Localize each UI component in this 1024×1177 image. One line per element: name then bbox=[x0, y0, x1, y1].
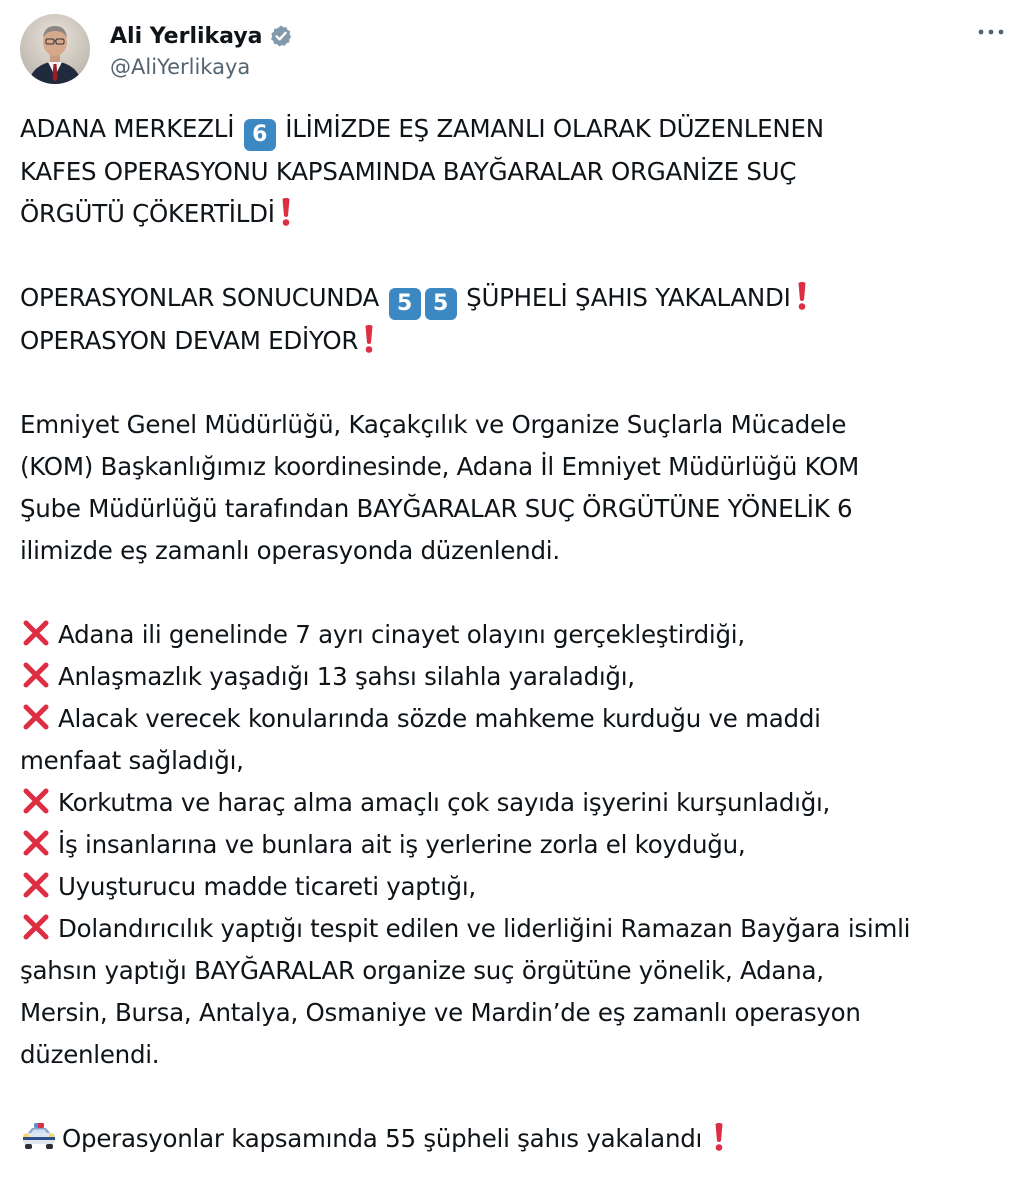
text-segment: İLİMİZDE EŞ ZAMANLI OLARAK DÜZENLENEN bbox=[285, 114, 824, 143]
cross-mark-icon bbox=[20, 701, 52, 733]
exclamation-icon bbox=[712, 1121, 726, 1153]
bullet-text: Alacak verecek konularında sözde mahkeme kurduğu ve maddi bbox=[58, 704, 821, 733]
author-handle[interactable]: @AliYerlikaya bbox=[110, 55, 251, 79]
bullet-continuation: şahsın yaptığı BAYĞARALAR organize suç örgütüne yönelik, Adana, bbox=[20, 956, 824, 985]
bullet-item bbox=[20, 824, 1015, 866]
exclamation-icon bbox=[362, 323, 376, 355]
bullet-text: Dolandırıcılık yaptığı tespit edilen ve liderliğini Ramazan Bayğara isimli bbox=[58, 914, 911, 943]
cross-mark-icon bbox=[20, 911, 52, 943]
result-line-2 bbox=[20, 320, 1015, 362]
cross-mark-icon bbox=[20, 785, 52, 817]
details-line-1: Emniyet Genel Müdürlüğü, Kaçakçılık ve Organize Suçlarla Mücadele bbox=[20, 410, 847, 439]
keycap-digit-icon: 5 bbox=[425, 288, 457, 320]
exclamation-icon bbox=[279, 196, 293, 228]
text-segment: OPERASYONLAR SONUCUNDA bbox=[20, 283, 380, 312]
summary-line bbox=[20, 1118, 1015, 1160]
paragraph-headline bbox=[20, 108, 1015, 235]
cross-mark-icon bbox=[20, 869, 52, 901]
cross-mark-icon bbox=[20, 617, 52, 649]
paragraph-result bbox=[20, 277, 1015, 362]
bullet-text: İş insanlarına ve bunlara ait iş yerlerine zorla el koyduğu, bbox=[58, 830, 746, 859]
display-name-row bbox=[110, 19, 293, 53]
paragraph-summary bbox=[20, 1118, 1015, 1160]
bullet-continuation: menfaat sağladığı, bbox=[20, 746, 244, 775]
bullet-continuation: düzenlendi. bbox=[20, 1040, 160, 1069]
headline-line-2: KAFES OPERASYONU KAPSAMINDA BAYĞARALAR ORGANİZE SUÇ bbox=[20, 157, 797, 186]
avatar[interactable] bbox=[20, 14, 90, 84]
bullet-text: Anlaşmazlık yaşadığı 13 şahsı silahla yaraladığı, bbox=[58, 662, 635, 691]
details-line-3: Şube Müdürlüğü tarafından BAYĞARALAR SUÇ ÖRGÜTÜNE YÖNELİK 6 bbox=[20, 494, 853, 523]
bullet-item bbox=[20, 866, 1015, 908]
text-segment: ŞÜPHELİ ŞAHIS YAKALANDI bbox=[466, 283, 791, 312]
police-car-icon bbox=[20, 1121, 58, 1153]
keycap-digit-icon: 6 bbox=[244, 119, 276, 151]
display-name[interactable]: Ali Yerlikaya bbox=[110, 23, 263, 49]
details-line-2: (KOM) Başkanlığımız koordinesinde, Adana İl Emniyet Müdürlüğü KOM bbox=[20, 452, 860, 481]
bullet-item bbox=[20, 698, 1015, 740]
cross-mark-icon bbox=[20, 827, 52, 859]
author-names bbox=[110, 19, 293, 79]
verified-badge-icon[interactable] bbox=[269, 24, 293, 48]
text-segment: ADANA MERKEZLİ bbox=[20, 114, 235, 143]
tweet-text bbox=[20, 108, 1015, 1160]
paragraph-bullets bbox=[20, 614, 1015, 1076]
headline-line-1 bbox=[20, 108, 1015, 151]
bullet-text: Korkutma ve haraç alma amaçlı çok sayıda işyerini kurşunladığı, bbox=[58, 788, 831, 817]
text-segment: ÖRGÜTÜ ÇÖKERTİLDİ bbox=[20, 199, 275, 228]
bullet-item bbox=[20, 908, 1015, 950]
result-line-1 bbox=[20, 277, 1015, 320]
exclamation-icon bbox=[795, 280, 809, 312]
paragraph-details bbox=[20, 404, 1015, 572]
headline-line-3 bbox=[20, 193, 1015, 235]
keycap-digit-icon: 5 bbox=[389, 288, 421, 320]
tweet-header bbox=[20, 12, 293, 86]
bullet-item bbox=[20, 656, 1015, 698]
more-options-icon[interactable] bbox=[974, 20, 1008, 44]
bullet-text: Uyuşturucu madde ticareti yaptığı, bbox=[58, 872, 476, 901]
cross-mark-icon bbox=[20, 659, 52, 691]
summary-text: Operasyonlar kapsamında 55 şüpheli şahıs yakalandı bbox=[62, 1124, 703, 1153]
text-segment: OPERASYON DEVAM EDİYOR bbox=[20, 326, 359, 355]
bullet-item bbox=[20, 782, 1015, 824]
details-line-4: ilimizde eş zamanlı operasyonda düzenlendi. bbox=[20, 536, 560, 565]
bullet-item bbox=[20, 614, 1015, 656]
bullet-text: Adana ili genelinde 7 ayrı cinayet olayını gerçekleştirdiği, bbox=[58, 620, 745, 649]
bullet-continuation: Mersin, Bursa, Antalya, Osmaniye ve Mardin’de eş zamanlı operasyon bbox=[20, 998, 861, 1027]
